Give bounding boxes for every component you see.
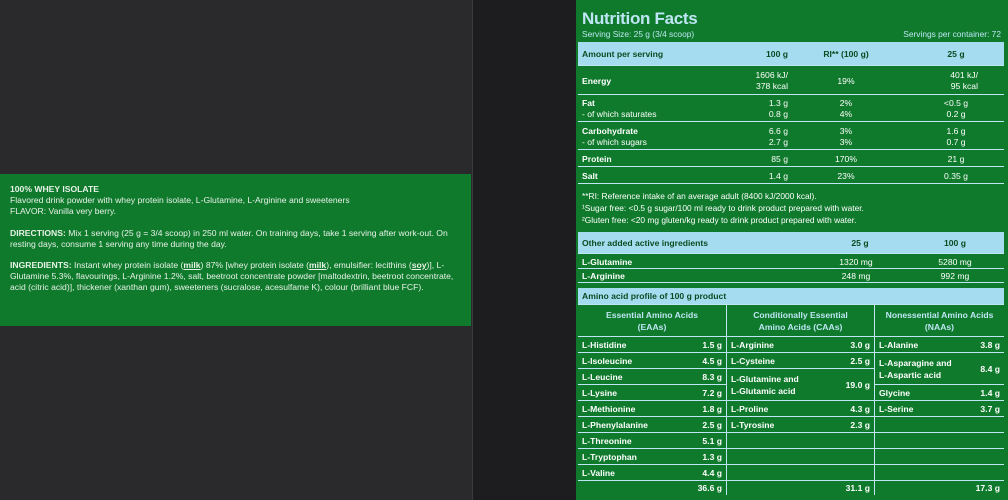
naa-total: 17.3 g [975, 483, 1000, 493]
naa-row: Glycine 1.4 g [875, 385, 1004, 401]
nutrition-row-protein: Protein 85 g 170% 21 g [578, 152, 1004, 167]
other-ingredients-table [578, 232, 1004, 284]
naa-column-title: Nonessential Amino Acids (NAAs) [875, 305, 1004, 337]
product-name: 100% WHEY ISOLATE [10, 184, 99, 194]
serving-size: Serving Size: 25 g (3/4 scoop) [582, 29, 695, 39]
amino-acid-table [578, 305, 1004, 495]
nutrition-row-fat: Fat - of which saturates 1.3 g 0.8 g 2% 4% <0.5 g 0.2 g [578, 97, 1004, 122]
nutrition-row-carbohydrate: Carbohydrate - of which sugars 6.6 g 2.7 g 3% 3% 1.6 g 0.7 g [578, 124, 1004, 150]
eaa-row: L-Phenylalanine 2.5 g [578, 417, 726, 433]
naa-total-row [875, 481, 1004, 495]
naa-row: L-Alanine 3.8 g [875, 337, 1004, 353]
amino-profile [578, 288, 1004, 305]
naa-row-empty [875, 433, 1004, 449]
product-flavor: FLAVOR: Vanilla very berry. [10, 206, 117, 217]
naa-row: L-Asparagine and L-Aspartic acid 8.4 g [875, 353, 1004, 385]
eaa-row: L-Threonine 5.1 g [578, 433, 726, 449]
caa-row-empty [727, 465, 874, 481]
nutrition-row-energy: Energy 1606 kJ/ 378 kcal 19% 401 kJ/ 95 kcal [578, 68, 1004, 95]
nutrition-row-salt: Salt 1.4 g 23% 0.35 g [578, 168, 1004, 184]
other-row-glutamine: L-Glutamine 1320 mg 5280 mg [578, 255, 1004, 269]
naa-row-empty [875, 449, 1004, 465]
nutrition-facts-panel [576, 0, 1008, 500]
caa-row: L-Proline 4.3 g [727, 401, 874, 417]
naa-row: L-Serine 3.7 g [875, 401, 1004, 417]
eaa-row: L-Leucine 8.3 g [578, 369, 726, 385]
caa-column-title: Conditionally Essential Amino Acids (CAAs) [727, 305, 874, 337]
caa-row-empty [727, 433, 874, 449]
eaa-total: 36.6 g [697, 483, 722, 493]
eaa-row: L-Methionine 1.8 g [578, 401, 726, 417]
caa-row: L-Glutamine and L-Glutamic acid 19.0 g [727, 369, 874, 401]
nutrition-header-row: Amount per serving 100 g RI** (100 g) 25 g [578, 42, 1004, 66]
directions [10, 228, 461, 250]
allergen-soy: soy [411, 260, 427, 271]
eaa-row: L-Isoleucine 4.5 g [578, 353, 726, 369]
nutrition-table [578, 42, 1004, 184]
other-ingredients-header: Other added active ingredients 25 g 100 g [578, 232, 1004, 254]
caa-row: L-Cysteine 2.5 g [727, 353, 874, 369]
caa-total-row [727, 481, 874, 495]
caa-column [726, 305, 874, 495]
panel-divider [472, 0, 576, 500]
eaa-total-row [578, 481, 726, 495]
servings-per-container: Servings per container: 72 [903, 29, 1001, 39]
eaa-row: L-Histidine 1.5 g [578, 337, 726, 353]
allergen-milk: milk [183, 260, 201, 271]
caa-row: L-Arginine 3.0 g [727, 337, 874, 353]
directions-label: DIRECTIONS: [10, 227, 66, 238]
product-description: Flavored drink powder with whey protein isolate, L-Glutamine, L-Arginine and sweeteners [10, 195, 350, 206]
caa-row: L-Tyrosine 2.3 g [727, 417, 874, 433]
directions-text: Mix 1 serving (25 g = 3/4 scoop) in 250 ml water. On training days, take 1 serving after work-out. On resting days, consume 1 serving any time during the day. [10, 227, 448, 249]
ingredients-label: INGREDIENTS: [10, 260, 72, 271]
caa-total: 31.1 g [845, 483, 870, 493]
naa-row-empty [875, 465, 1004, 481]
eaa-column-title: Essential Amino Acids (EAAs) [578, 305, 726, 337]
other-row-arginine: L-Arginine 248 mg 992 mg [578, 269, 1004, 283]
allergen-milk: milk [309, 260, 327, 271]
eaa-row: L-Valine 4.4 g [578, 465, 726, 481]
eaa-column [578, 305, 726, 495]
caa-row-empty [727, 449, 874, 465]
amino-profile-header: Amino acid profile of 100 g product [578, 288, 1004, 305]
nutrition-title: Nutrition Facts [582, 9, 698, 28]
eaa-row: L-Tryptophan 1.3 g [578, 449, 726, 465]
ingredients: INGREDIENTS: Instant whey protein isolate (milk) 87% [whey protein isolate (milk), emulsifier: lecithins (soy)], L-Glutamine 5.3%, flavourings, L-Arginine 1.2%, salt, beetroot concentrate powder [maltodextrin, beetroot concentrate, acid (citric acid)], thickener (xanthan gum), sweeteners (sucralose, acesulfame K), colour (brilliant blue FCF). [10, 260, 454, 293]
product-description-panel [0, 174, 471, 326]
eaa-row: L-Lysine 7.2 g [578, 385, 726, 401]
nutrition-footnotes: **RI: Reference intake of an average adult (8400 kJ/2000 kcal). ¹Sugar free: <0.5 g sugar/100 ml ready to drink product prepared with water. ²Gluten free: <20 mg gluten/kg ready to drink product prepared with water. [582, 191, 864, 225]
naa-column [874, 305, 1004, 495]
naa-row-empty [875, 417, 1004, 433]
